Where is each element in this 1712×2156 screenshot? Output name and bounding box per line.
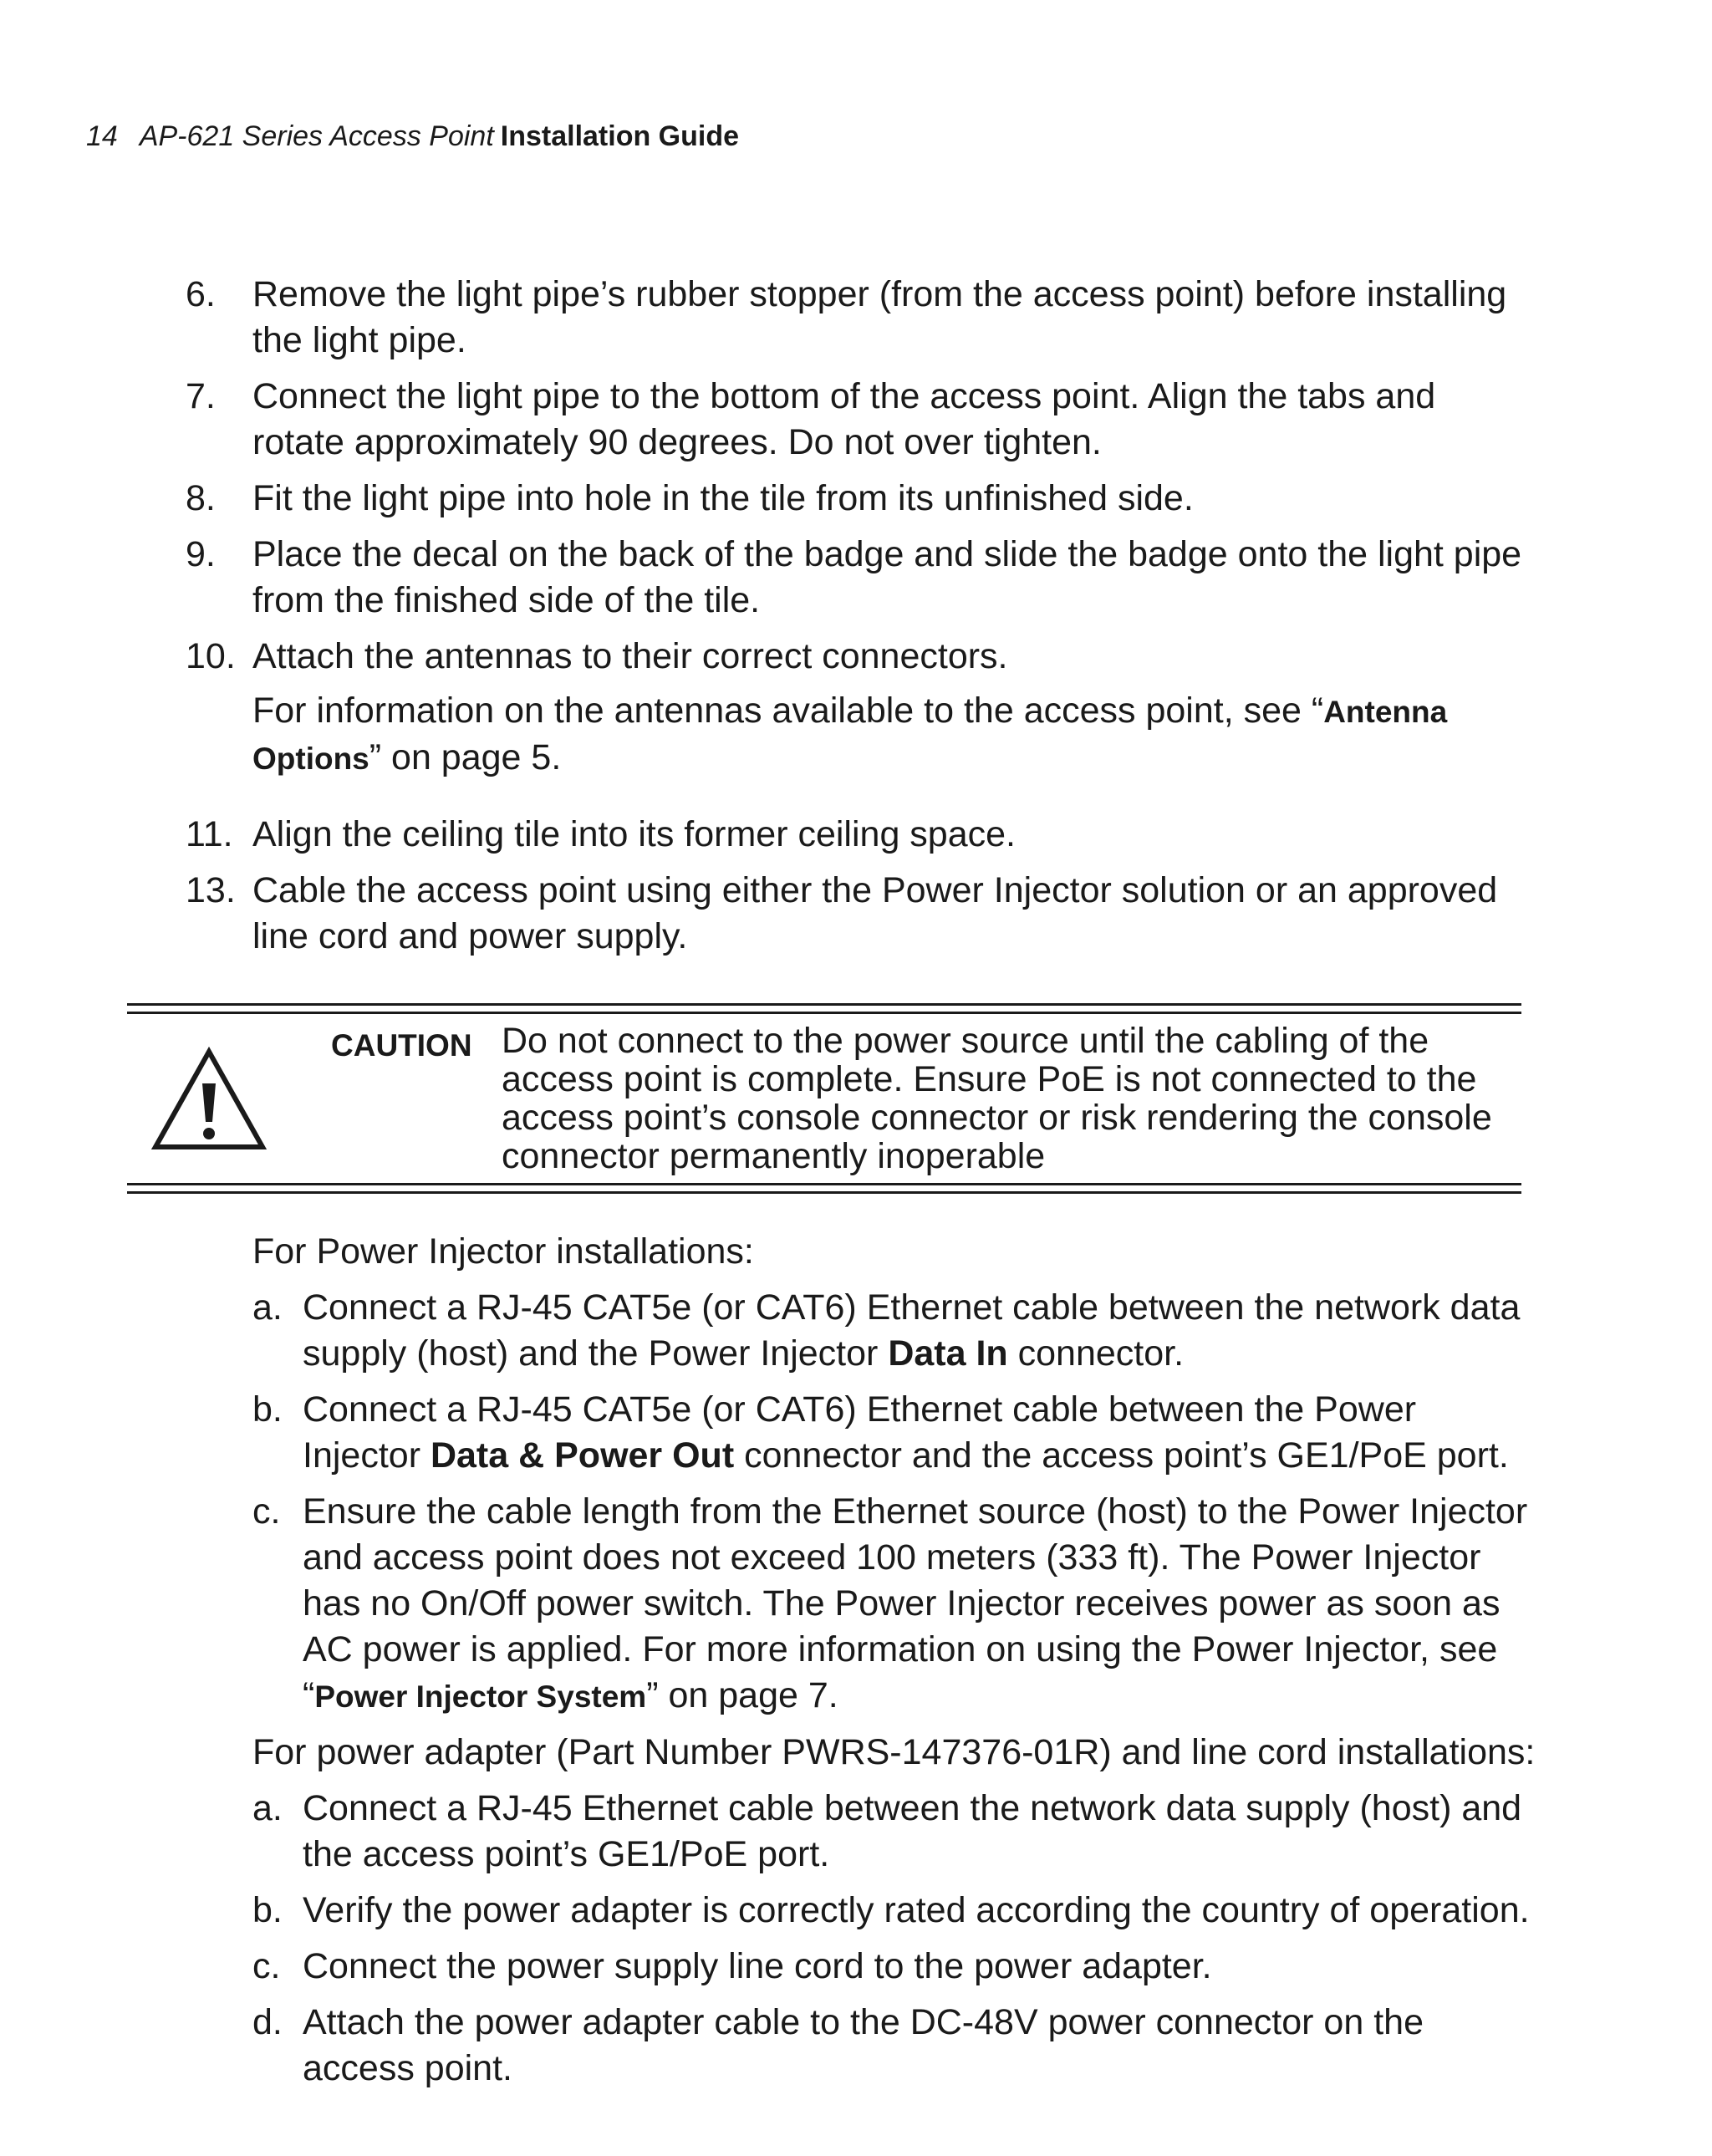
caution-label: CAUTION (331, 1028, 472, 1063)
step-text: Align the ceiling tile into its former ceiling space. (252, 814, 1016, 854)
caution-box (127, 1003, 1521, 1195)
step-10 (186, 634, 1523, 782)
warning-triangle-icon (150, 1045, 268, 1154)
step-text: Attach the antennas to their correct connectors. (252, 636, 1008, 676)
item-letter: a. (252, 1287, 283, 1328)
step-9 (186, 532, 1523, 624)
item-text: connector and the access point’s GE1/PoE port. (734, 1435, 1509, 1476)
step-number: 8. (186, 478, 216, 518)
page-number: 14 (86, 120, 118, 152)
item-text: Attach the power adapter cable to the DC-48V power connector on the access point. (303, 2002, 1424, 2088)
item-text: Connect a RJ-45 CAT5e (or CAT6) Ethernet cable between the Power Injector (303, 1389, 1417, 1476)
page-header (86, 120, 739, 153)
item-letter: b. (252, 1389, 283, 1430)
step-number: 7. (186, 376, 216, 416)
antenna-options-link[interactable]: Antenna Options (252, 695, 1448, 776)
data-power-out-label: Data & Power Out (430, 1435, 735, 1476)
item-letter: c. (252, 1491, 281, 1532)
divider (127, 1003, 1521, 1006)
item-letter: d. (252, 2002, 283, 2042)
item-letter: a. (252, 1788, 283, 1828)
power-adapter-intro: For power adapter (Part Number PWRS-147376-01R) and line cord installations: (252, 1732, 1536, 1772)
item-text: Ensure the cable length from the Ethernet source (host) to the Power Injector and access point does not exceed 100 meters (333 ft). The Power Injector has no On/Off power switch. The Power Injector receives power as soon as AC power is applied. For more information on using the Power Injector, see “ (303, 1491, 1528, 1715)
list-item (252, 1944, 1540, 1990)
step-number: 11. (186, 814, 233, 854)
list-item (252, 1285, 1540, 1377)
header-series: AP-621 Series Access Point (139, 120, 494, 152)
item-text: Connect a RJ-45 Ethernet cable between the network data supply (host) and the access point’s GE1/PoE port. (303, 1788, 1522, 1874)
header-guide-title: Installation Guide (500, 120, 740, 152)
installation-steps (186, 272, 1523, 970)
list-item (252, 1489, 1540, 1720)
data-in-label: Data In (888, 1333, 1008, 1374)
step-text: Fit the light pipe into hole in the tile from its unfinished side. (252, 478, 1194, 518)
step-13 (186, 868, 1523, 960)
step-note (252, 688, 1523, 782)
step-text: Cable the access point using either the Power Injector solution or an approved line cord and power supply. (252, 870, 1498, 956)
note-text: ” on page 5. (369, 737, 562, 777)
caution-text: Do not connect to the power source until the cabling of the access point is complete. Ensure PoE is not connected to the access point’s console connector or risk rendering the console connector permanently inoperable (502, 1021, 1492, 1176)
item-text: ” on page 7. (646, 1675, 838, 1715)
list-item (252, 1387, 1540, 1479)
note-text: For information on the antennas available to the access point, see “ (252, 691, 1324, 731)
step-number: 6. (186, 274, 216, 314)
item-text: connector. (1007, 1333, 1185, 1374)
power-injector-intro: For Power Injector installations: (252, 1231, 754, 1272)
step-number: 10. (186, 636, 236, 676)
list-item (252, 1786, 1540, 1878)
step-text: Place the decal on the back of the badge and slide the badge onto the light pipe from the finished side of the tile. (252, 534, 1522, 620)
divider (127, 1191, 1521, 1194)
step-6 (186, 272, 1523, 364)
step-number: 9. (186, 534, 216, 574)
item-text: Verify the power adapter is correctly rated according the country of operation. (303, 1890, 1530, 1930)
list-item (252, 1888, 1540, 1934)
power-instructions (252, 1229, 1540, 2102)
item-letter: c. (252, 1946, 281, 1986)
item-text: Connect the power supply line cord to the power adapter. (303, 1946, 1212, 1986)
divider (127, 1183, 1521, 1185)
item-letter: b. (252, 1890, 283, 1930)
step-text: Connect the light pipe to the bottom of the access point. Align the tabs and rotate approximately 90 degrees. Do not over tighten. (252, 376, 1436, 462)
step-text: Remove the light pipe’s rubber stopper (from the access point) before installing the light pipe. (252, 274, 1507, 360)
step-11 (186, 812, 1523, 858)
step-7 (186, 374, 1523, 466)
step-8 (186, 476, 1523, 522)
divider (127, 1012, 1521, 1014)
list-item (252, 2000, 1540, 2092)
power-injector-system-link[interactable]: Power Injector System (314, 1679, 647, 1714)
step-number: 13. (186, 870, 236, 910)
item-text: Connect a RJ-45 CAT5e (or CAT6) Ethernet cable between the network data supply (host) and the Power Injector (303, 1287, 1521, 1374)
